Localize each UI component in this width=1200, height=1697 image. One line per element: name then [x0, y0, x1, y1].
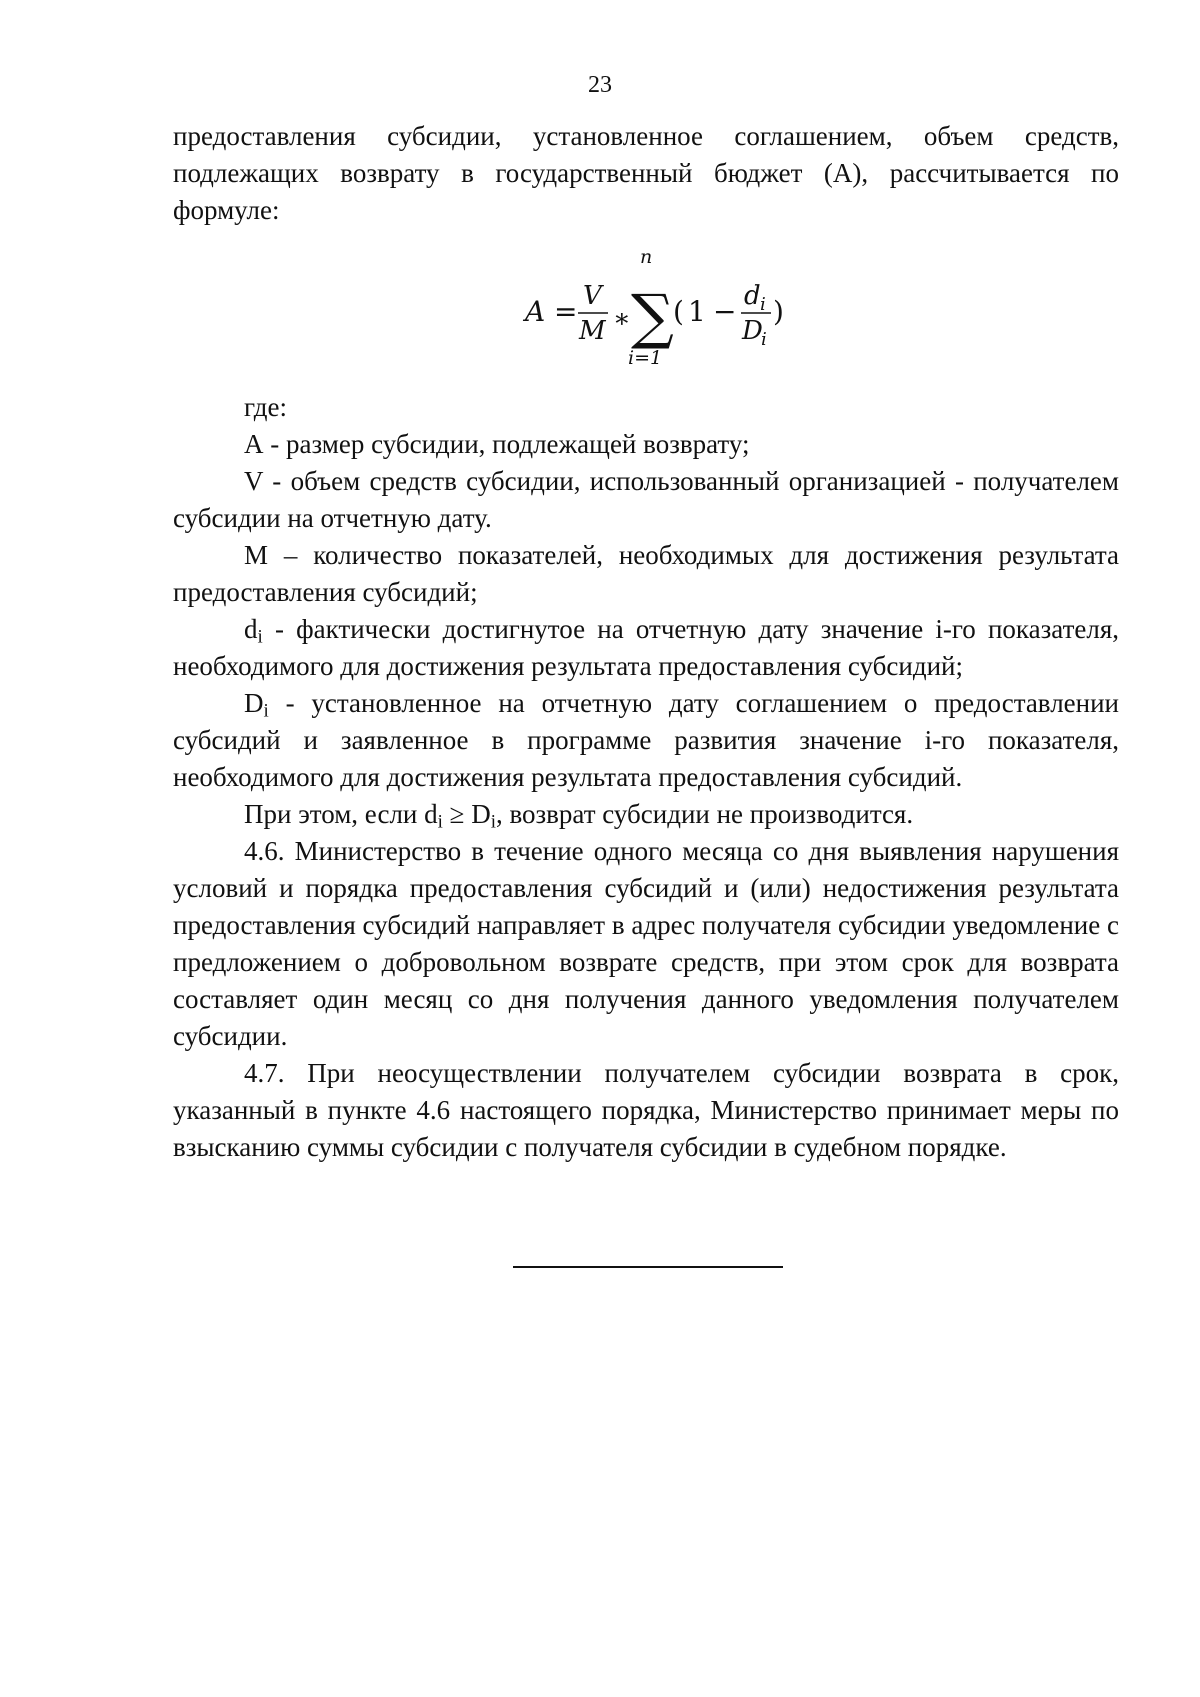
definition-d-big	[173, 685, 1119, 796]
end-of-document-rule	[513, 1266, 783, 1268]
formula-inner-denominator-sub: i	[761, 329, 767, 350]
d-small-text: - фактически достигнутое на отчетную дату значение i-го показателя, необходимого для достижения результата предоставления субсидий;	[173, 614, 1119, 681]
condition-prefix: При этом, если d	[244, 799, 438, 829]
document-body	[173, 118, 1119, 1166]
formula-inner-numerator: d	[744, 281, 761, 311]
formula-times: ∗	[613, 304, 631, 334]
page-number: 23	[588, 72, 612, 98]
formula-sum-lower: i=1	[628, 347, 663, 369]
condition-subscript-2: i	[490, 811, 496, 833]
return-formula	[173, 241, 1119, 381]
definition-d-small	[173, 611, 1119, 685]
formula-minus: −	[713, 295, 737, 328]
formula-graphic	[173, 241, 1119, 381]
d-small-subscript: i	[257, 626, 263, 648]
where-label: где:	[244, 392, 287, 422]
formula-denominator: M	[579, 316, 606, 346]
intro-paragraph: предоставления субсидии, установленное соглашением, объем средств, подлежащих возврату в государственный бюджет (А), рассчитывается по формуле:	[173, 121, 1119, 225]
definition-a: А - размер субсидии, подлежащей возврату;	[244, 429, 750, 459]
clause-4-6: 4.6. Министерство в течение одного месяца со дня выявления нарушения условий и порядка предоставления субсидий и (или) недостижения результата предоставления субсидий направляет в адрес получателя субсидии уведомление с предложением о добровольном возврате средств, при этом срок для возврата составляет один месяц со дня получения данного уведомления получателем субсидии.	[173, 836, 1119, 1051]
definition-v: V - объем средств субсидии, использованный организацией - получателем субсидии на отчетную дату.	[173, 466, 1119, 533]
formula-lhs: A	[525, 295, 546, 328]
formula-one: 1	[688, 295, 706, 328]
condition-suffix: , возврат субсидии не производится.	[495, 799, 914, 829]
formula-close-paren: )	[773, 295, 784, 328]
condition-middle: ≥ D	[442, 799, 491, 829]
condition-paragraph	[173, 796, 1119, 833]
d-big-subscript: i	[263, 700, 269, 722]
d-small-symbol: d	[244, 614, 258, 644]
formula-sigma: ∑	[631, 282, 674, 352]
formula-sum-upper: n	[640, 246, 653, 268]
definition-m: М – количество показателей, необходимых для достижения результата предоставления субсидий;	[173, 540, 1119, 607]
formula-equals: =	[554, 295, 578, 328]
clause-4-7: 4.7. При неосуществлении получателем субсидии возврата в срок, указанный в пункте 4.6 настоящего порядка, Министерство принимает меры по взысканию суммы субсидии с получателя субсидии в судебном порядке.	[173, 1058, 1119, 1162]
formula-inner-numerator-sub: i	[760, 294, 766, 315]
formula-open-paren: (	[673, 295, 684, 328]
d-big-text: - установленное на отчетную дату соглашением о предоставлении субсидий и заявленное в программе развития значение i-го показателя, необходимого для достижения результата предоставления субсидий.	[173, 688, 1119, 792]
formula-numerator: V	[583, 281, 602, 311]
formula-inner-denominator: D	[742, 316, 763, 346]
d-big-symbol: D	[244, 688, 264, 718]
condition-subscript-1: i	[437, 811, 443, 833]
